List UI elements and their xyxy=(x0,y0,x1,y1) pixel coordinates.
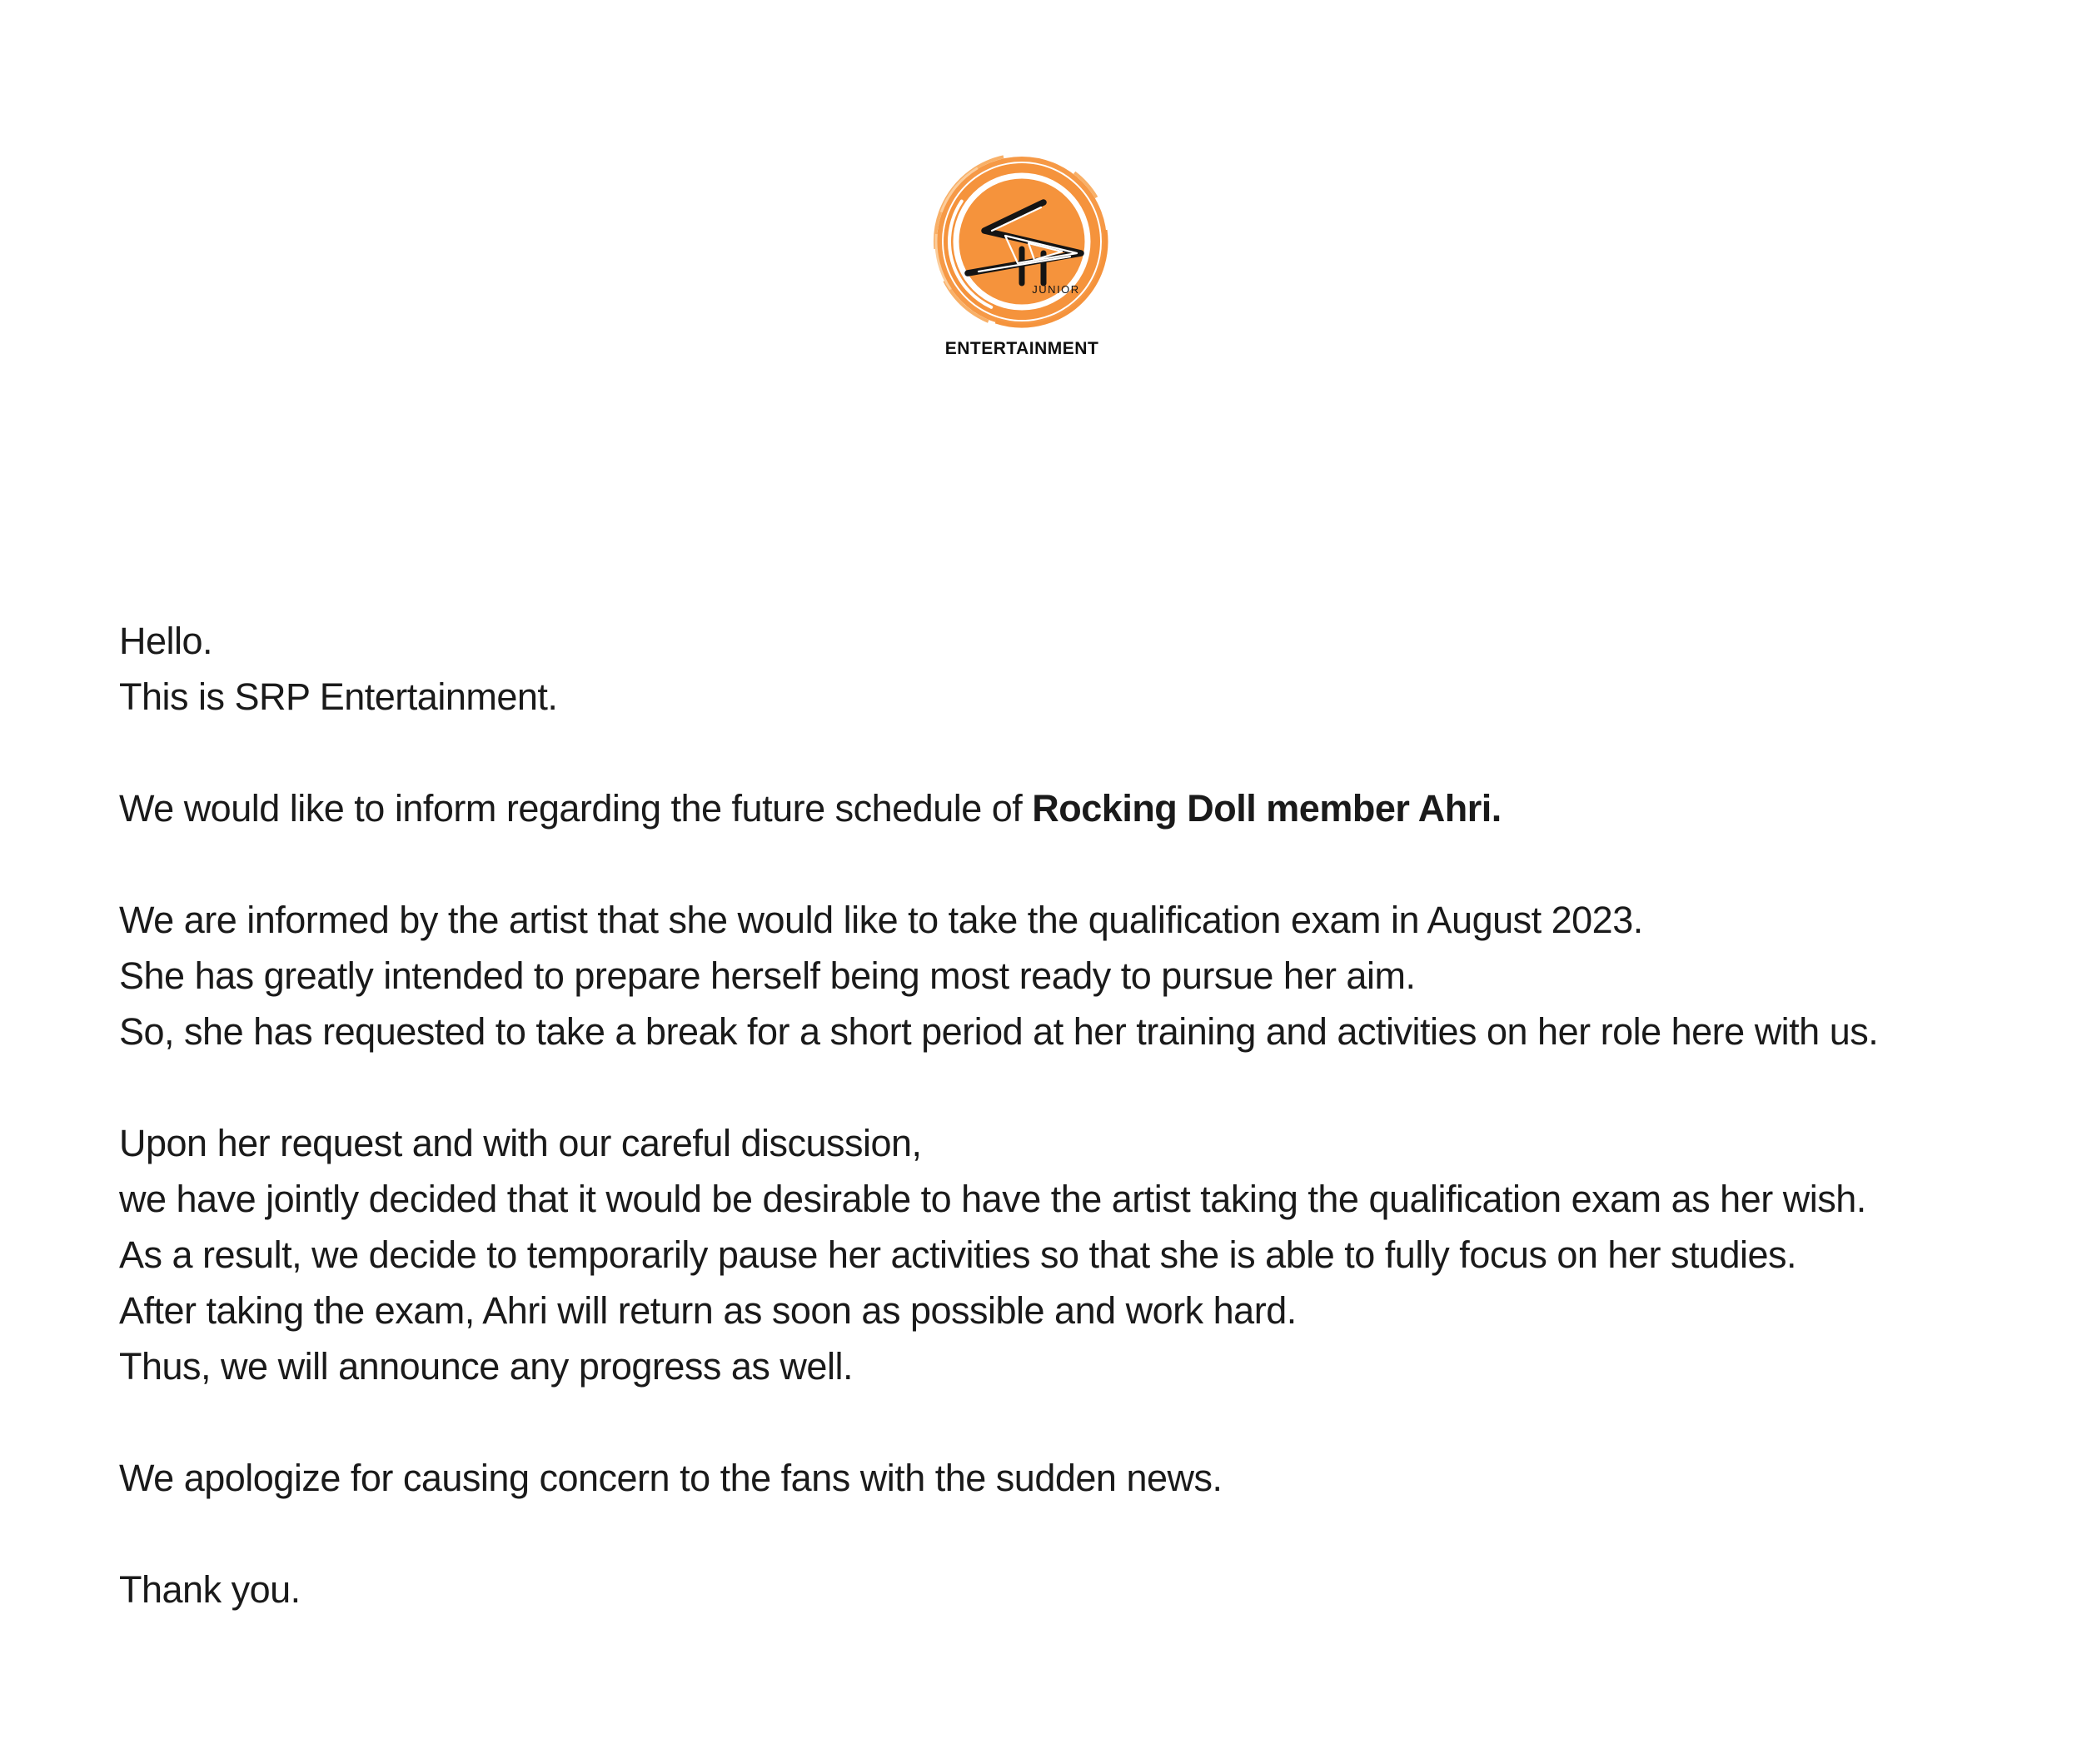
text-line: As a result, we decide to temporarily pause her activities so that she is able to fully focus on her studies. xyxy=(119,1233,1797,1276)
text-line: We apologize for causing concern to the fans with the sudden news. xyxy=(119,1457,1223,1499)
text-line: We are informed by the artist that she would like to take the qualification exam in August 2023. xyxy=(119,899,1643,941)
entertainment-label: ENTERTAINMENT xyxy=(944,339,1099,358)
text-line: Thank you. xyxy=(119,1568,301,1611)
company-logo xyxy=(930,150,1113,359)
text-line: This is SRP Entertainment. xyxy=(119,675,558,718)
text-line: Hello. xyxy=(119,620,213,662)
text-line: Upon her request and with our careful discussion, xyxy=(119,1122,922,1164)
text-line: After taking the exam, Ahri will return as soon as possible and work hard. xyxy=(119,1289,1297,1332)
text-line: Thus, we will announce any progress as well. xyxy=(119,1345,853,1388)
text-line: we have jointly decided that it would be desirable to have the artist taking the qualification exam as her wish. xyxy=(119,1178,1866,1220)
announcement-body xyxy=(119,557,2049,1673)
srp-logo-icon xyxy=(930,150,1113,333)
artist-name-bold: Rocking Doll member Ahri. xyxy=(1032,787,1502,830)
text-line xyxy=(119,780,2049,836)
text-line: She has greatly intended to prepare herself being most ready to pursue her aim. xyxy=(119,954,1416,997)
junior-label: JUNIOR xyxy=(1032,283,1080,296)
text-line: So, she has requested to take a break for a short period at her training and activities on her role here with us. xyxy=(119,1010,1879,1053)
intro-text: We would like to inform regarding the future schedule of xyxy=(119,787,1033,830)
